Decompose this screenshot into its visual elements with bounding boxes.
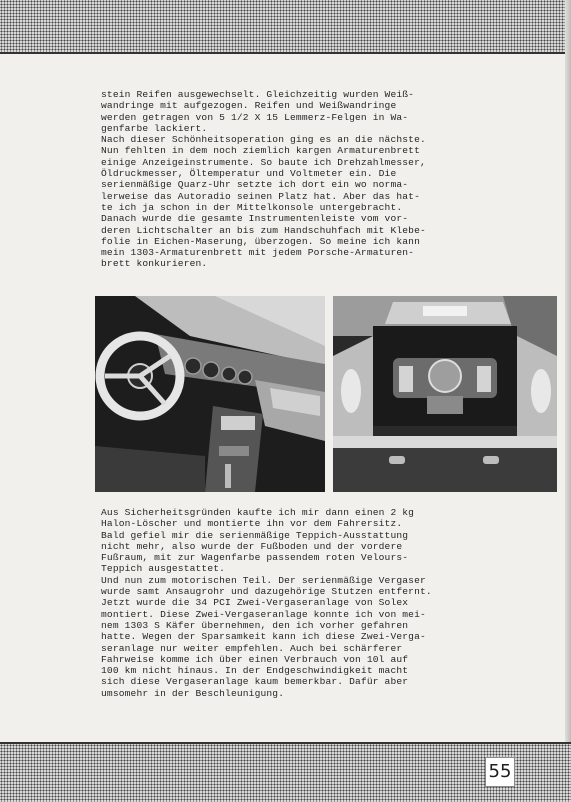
text-line: brett konkurieren. [101,258,208,270]
text-line: Teppich ausgestattet. [101,563,226,575]
text-line: Fahrweise komme ich über einen Verbrauch von 10l auf [101,653,409,665]
text-line: deren Lichtschalter an bis zum Handschuhfach mit Klebe- [101,224,426,236]
text-line: genfarbe lackiert. [101,122,208,134]
paper-edge [565,0,571,800]
text-line: montiert. Diese Zwei-Vergaseranlage konnte ich von mei- [101,608,426,620]
text-line: Halon-Löscher und montierte ihn vor dem Fahrersitz. [101,518,403,530]
text-line: wurde samt Ansaugrohr und dazugehörige Stutzen entfernt. [101,586,432,598]
body-text-top [101,89,506,270]
text-line: Bald gefiel mir die serienmäßige Teppich-Ausstattung [101,529,409,541]
text-line: Und nun zum motorischen Teil. Der serienmäßige Vergaser [101,574,426,586]
engine-bay-photo [333,296,557,492]
text-line: 100 km nicht hinaus. In der Endgeschwindigkeit macht [101,665,409,677]
engine-bay-photo-icon [333,296,557,492]
text-line: umsomehr in der Beschleunigung. [101,687,285,699]
text-line: folie in Eichen-Maserung, überzogen. So meine ich kann [101,235,420,247]
text-line: Aus Sicherheitsgründen kaufte ich mir dann einen 2 kg [101,507,415,518]
text-line: stein Reifen ausgewechselt. Gleichzeitig wurden Weiß- [101,89,415,100]
dashboard-photo-icon [95,296,325,492]
text-line: Nun fehlten in dem noch ziemlich kargen Armaturenbrett [101,145,420,157]
text-line: Öldruckmesser, Öltemperatur und Voltmeter ein. Die [101,168,397,180]
text-line: sich diese Vergaseranlage kaum bemerkbar. Dafür aber [101,676,409,688]
text-line: mein 1303-Armaturenbrett mit jedem Porsche-Armaturen- [101,247,415,259]
text-line: nem 1303 S Käfer übernehmen, den ich vorher gefahren [101,619,409,631]
text-line: nicht mehr, also wurde der Fußboden und der vordere [101,540,403,552]
dashboard-photo [95,296,325,492]
text-line: te ich ja schon in der Mittelkonsole untergebracht. [101,201,403,213]
text-line: Jetzt wurde die 34 PCI Zwei-Vergaseranlage von Solex [101,597,409,609]
page-number: 55 [485,757,515,787]
text-line: Danach wurde die gesamte Instrumentenleiste vom vor- [101,213,409,225]
text-line: lerweise das Autoradio seinen Platz hat. Aber das hat- [101,190,420,202]
text-line: werden getragen von 5 1/2 X 15 Lemmerz-Felgen in Wa- [101,111,409,123]
text-line: Fußraum, mit zur Wagenfarbe passendem roten Velours- [101,552,409,564]
decorative-top-band [0,0,571,54]
text-line: seranlage nur weiter empfehlen. Auch bei schärferer [101,642,403,654]
text-line: wandringe mit aufgezogen. Reifen und Weißwandringe [101,100,397,112]
text-line: Nach dieser Schönheitsoperation ging es an die nächste. [101,134,426,146]
text-line: serienmäßige Quarz-Uhr setzte ich dort ein wo norma- [101,179,409,191]
body-text-bottom [101,507,506,699]
text-line: hatte. Wegen der Sparsamkeit kann ich diese Zwei-Verga- [101,631,426,643]
text-line: einige Anzeigeinstrumente. So baute ich Drehzahlmesser, [101,156,426,168]
